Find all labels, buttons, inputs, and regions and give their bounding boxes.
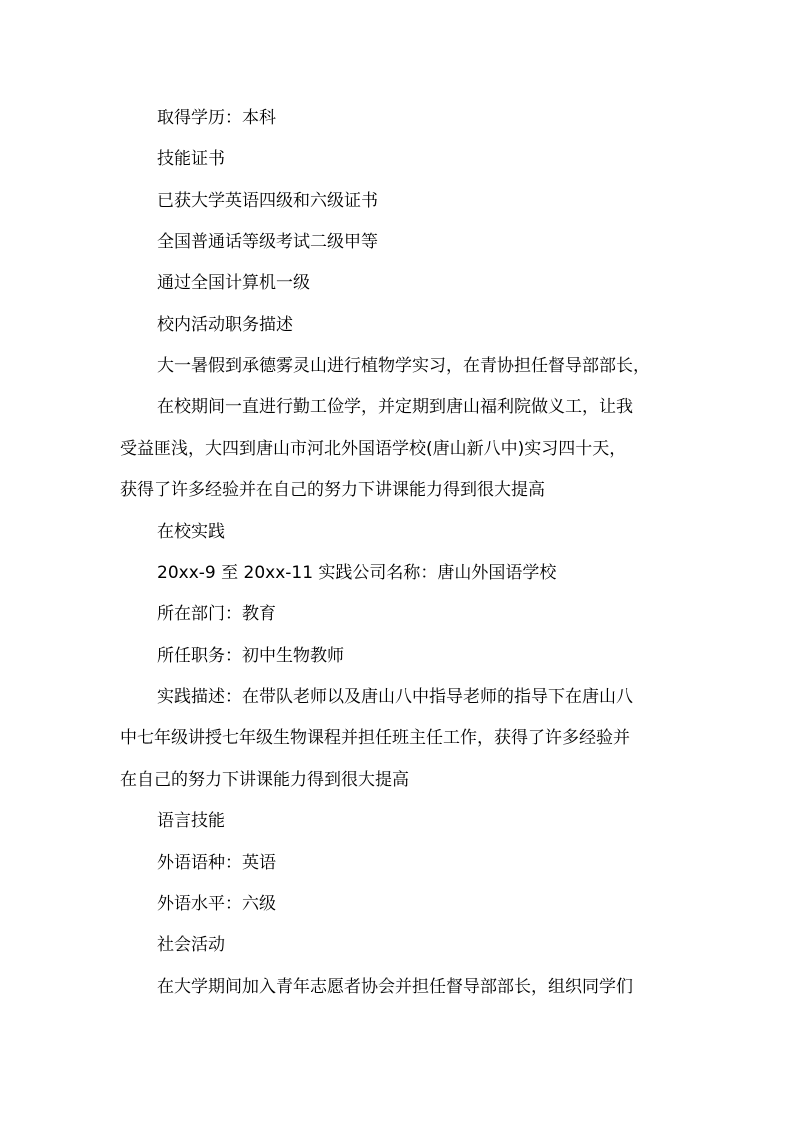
language-type: 外语语种：英语 [157, 853, 276, 873]
section-heading-social: 社会活动 [157, 935, 225, 955]
section-heading-campus-activities: 校内活动职务描述 [157, 315, 293, 335]
certificate-computer: 通过全国计算机一级 [157, 273, 310, 293]
section-heading-language: 语言技能 [157, 811, 225, 831]
section-heading-certificates: 技能证书 [157, 149, 225, 169]
campus-activities-line-3: 受益匪浅，大四到唐山市河北外国语学校(唐山新八中)实习四十天， [120, 439, 627, 459]
practice-description-line-1: 实践描述：在带队老师以及唐山八中指导老师的指导下在唐山八 [157, 687, 633, 707]
practice-department: 所在部门：教育 [157, 604, 276, 624]
language-level: 外语水平：六级 [157, 894, 276, 914]
section-heading-practice: 在校实践 [157, 522, 225, 542]
social-activities-line-1: 在大学期间加入青年志愿者协会并担任督导部部长，组织同学们 [157, 977, 633, 997]
practice-description-line-2: 中七年级讲授七年级生物课程并担任班主任工作，获得了许多经验并 [120, 728, 630, 748]
campus-activities-line-1: 大一暑假到承德雾灵山进行植物学实习，在青协担任督导部部长， [157, 356, 650, 376]
campus-activities-line-4: 获得了许多经验并在自己的努力下讲课能力得到很大提高 [120, 480, 545, 500]
practice-company: 20xx-9 至 20xx-11 实践公司名称：唐山外国语学校 [157, 563, 557, 583]
education-degree: 取得学历：本科 [157, 108, 276, 128]
practice-description-line-3: 在自己的努力下讲课能力得到很大提高 [120, 770, 409, 790]
practice-position: 所任职务：初中生物教师 [157, 646, 344, 666]
certificate-mandarin: 全国普通话等级考试二级甲等 [157, 232, 378, 252]
campus-activities-line-2: 在校期间一直进行勤工俭学，并定期到唐山福利院做义工，让我 [157, 397, 633, 417]
certificate-english: 已获大学英语四级和六级证书 [157, 191, 378, 211]
